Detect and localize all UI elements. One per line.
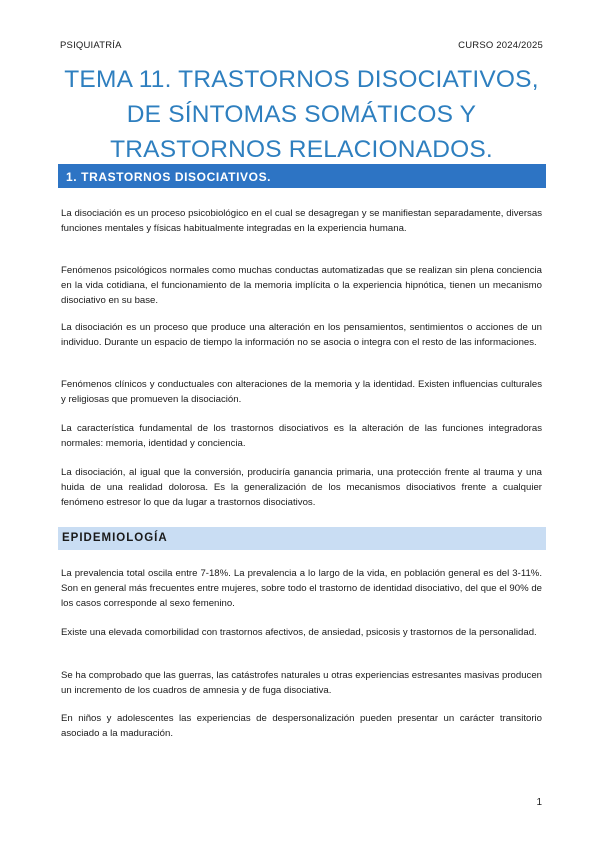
paragraph: La disociación es un proceso que produce una alteración en los pensamientos, sentimientos o acciones de un individuo. Durante un espacio de tiempo la información no se asocia o integra con el resto de las informaciones. — [61, 322, 542, 348]
paragraph: La prevalencia total oscila entre 7-18%. La prevalencia a lo largo de la vida, en población general es del 3-11%. Son en general más frecuentes entre mujeres, sobre todo el trastorno de identidad disociativo, del que el 90% de los casos corresponde al sexo femenino. — [61, 568, 542, 609]
page-number: 1 — [536, 797, 542, 808]
paragraph: Se ha comprobado que las guerras, las catástrofes naturales u otras experiencias estresantes masivas producen un incremento de los cuadros de amnesia y de fuga disociativa. — [61, 670, 542, 696]
header-course: CURSO 2024/2025 — [458, 40, 543, 51]
section-heading-epidemiologia: EPIDEMIOLOGÍA — [58, 527, 546, 550]
paragraph: La disociación es un proceso psicobiológico en el cual se desagregan y se manifiestan separadamente, diversas funciones mentales y físicas habitualmente integradas en la experiencia humana. — [61, 208, 542, 234]
section-heading-trastornos-disociativos: 1. TRASTORNOS DISOCIATIVOS. — [58, 164, 546, 188]
title-line-1: TEMA 11. TRASTORNOS DISOCIATIVOS, — [64, 66, 539, 93]
header-subject: PSIQUIATRÍA — [60, 40, 122, 51]
page-title — [40, 62, 563, 167]
title-line-2: DE SÍNTOMAS SOMÁTICOS Y — [126, 101, 477, 128]
paragraph: Fenómenos psicológicos normales como muchas conductas automatizadas que se realizan sin plena conciencia en la vida cotidiana, el funcionamiento de la memoria implícita o la experiencia hipnótica, tienen un mecanismo disociativo en su base. — [61, 265, 542, 306]
title-line-3: TRASTORNOS RELACIONADOS. — [110, 136, 493, 163]
paragraph: En niños y adolescentes las experiencias de despersonalización pueden presentar un carácter transitorio asociado a la maduración. — [61, 713, 542, 739]
paragraph: La característica fundamental de los trastornos disociativos es la alteración de las funciones integradoras normales: memoria, identidad y conciencia. — [61, 423, 542, 449]
paragraph: La disociación, al igual que la conversión, produciría ganancia primaria, una protección frente al trauma y una huida de una realidad dolorosa. Es la generalización de los mecanismos disociativos frente a cualquier fenómeno estresor lo que da lugar a trastornos disociativos. — [61, 467, 542, 508]
paragraph: Fenómenos clínicos y conductuales con alteraciones de la memoria y la identidad. Existen influencias culturales y religiosas que promueven la disociación. — [61, 379, 542, 405]
paragraph: Existe una elevada comorbilidad con trastornos afectivos, de ansiedad, psicosis y trastornos de la personalidad. — [61, 627, 537, 638]
